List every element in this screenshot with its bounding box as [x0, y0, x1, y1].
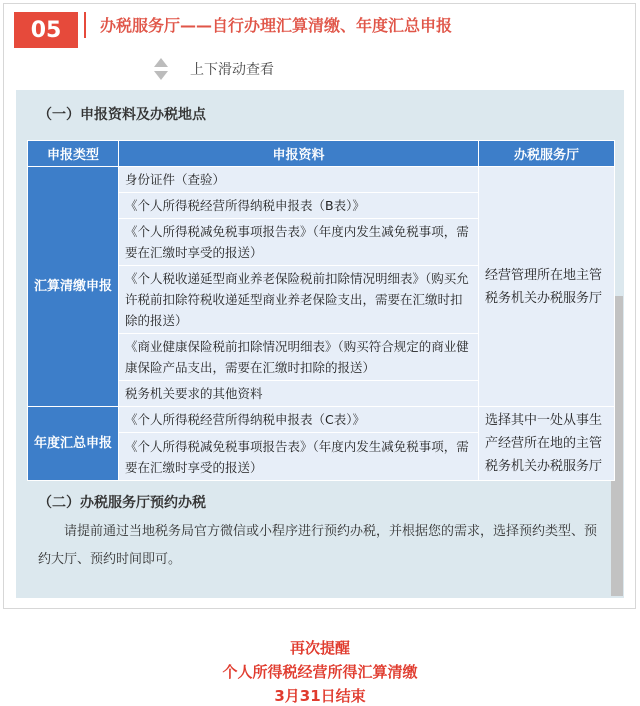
table-row: [28, 407, 615, 433]
filing-type-cell: 年度汇总申报: [28, 407, 119, 481]
material-cell: 《个人所得税减免税事项报告表》（年度内发生减免税事项，需要在汇缴时享受的报送）: [119, 219, 479, 266]
column-header: 办税服务厅: [479, 141, 615, 167]
column-header: 申报类型: [28, 141, 119, 167]
filing-type-cell: 汇算清缴申报: [28, 167, 119, 407]
tax-hall-cell: 经营管理所在地主管税务机关办税服务厅: [479, 167, 615, 407]
material-cell: 税务机关要求的其他资料: [119, 381, 479, 407]
section-heading-materials: （一）申报资料及办税地点: [38, 107, 206, 123]
material-cell: 身份证件（查验）: [119, 167, 479, 193]
material-cell: 《个人所得税经营所得纳税申报表（B表）》: [119, 193, 479, 219]
table-row: [28, 167, 615, 193]
scroll-hint: [154, 58, 274, 80]
section-heading-appointment: （二）办税服务厅预约办税: [38, 495, 206, 511]
deadline-reminder: [0, 636, 640, 706]
tax-hall-cell: 选择其中一处从事生产经营所在地的主管税务机关办税服务厅: [479, 407, 615, 481]
table-header-row: [28, 141, 615, 167]
material-cell: 《商业健康保险税前扣除情况明细表》（购买符合规定的商业健康保险产品支出，需要在汇缴时扣除的报送）: [119, 334, 479, 381]
material-cell: 《个人所得税经营所得纳税申报表（C表）》: [119, 407, 479, 433]
up-down-arrows-icon: [154, 58, 168, 80]
scroll-hint-text: 上下滑动查看: [190, 62, 274, 78]
column-header: 申报资料: [119, 141, 479, 167]
material-cell: 《个人所得税减免税事项报告表》（年度内发生减免税事项，需要在汇缴时享受的报送）: [119, 433, 479, 481]
reminder-line: 3月31日结束: [274, 687, 366, 705]
material-cell: 《个人税收递延型商业养老保险税前扣除情况明细表》（购买允许税前扣除符税收递延型商业养老保险支出，需要在汇缴时扣除的报送）: [119, 266, 479, 334]
reminder-line: 个人所得税经营所得汇算清缴: [222, 663, 418, 681]
title-divider: [84, 12, 86, 38]
appointment-paragraph: 请提前通过当地税务局官方微信或小程序进行预约办税，并根据您的需求，选择预约类型、预约大厅、预约时间即可。: [38, 524, 598, 567]
page-title: 办税服务厅——自行办理汇算清缴、年度汇总申报: [100, 16, 453, 35]
section-number-badge: 05: [14, 12, 78, 48]
reminder-line: 再次提醒: [289, 639, 350, 657]
tax-filing-table: [27, 140, 615, 481]
